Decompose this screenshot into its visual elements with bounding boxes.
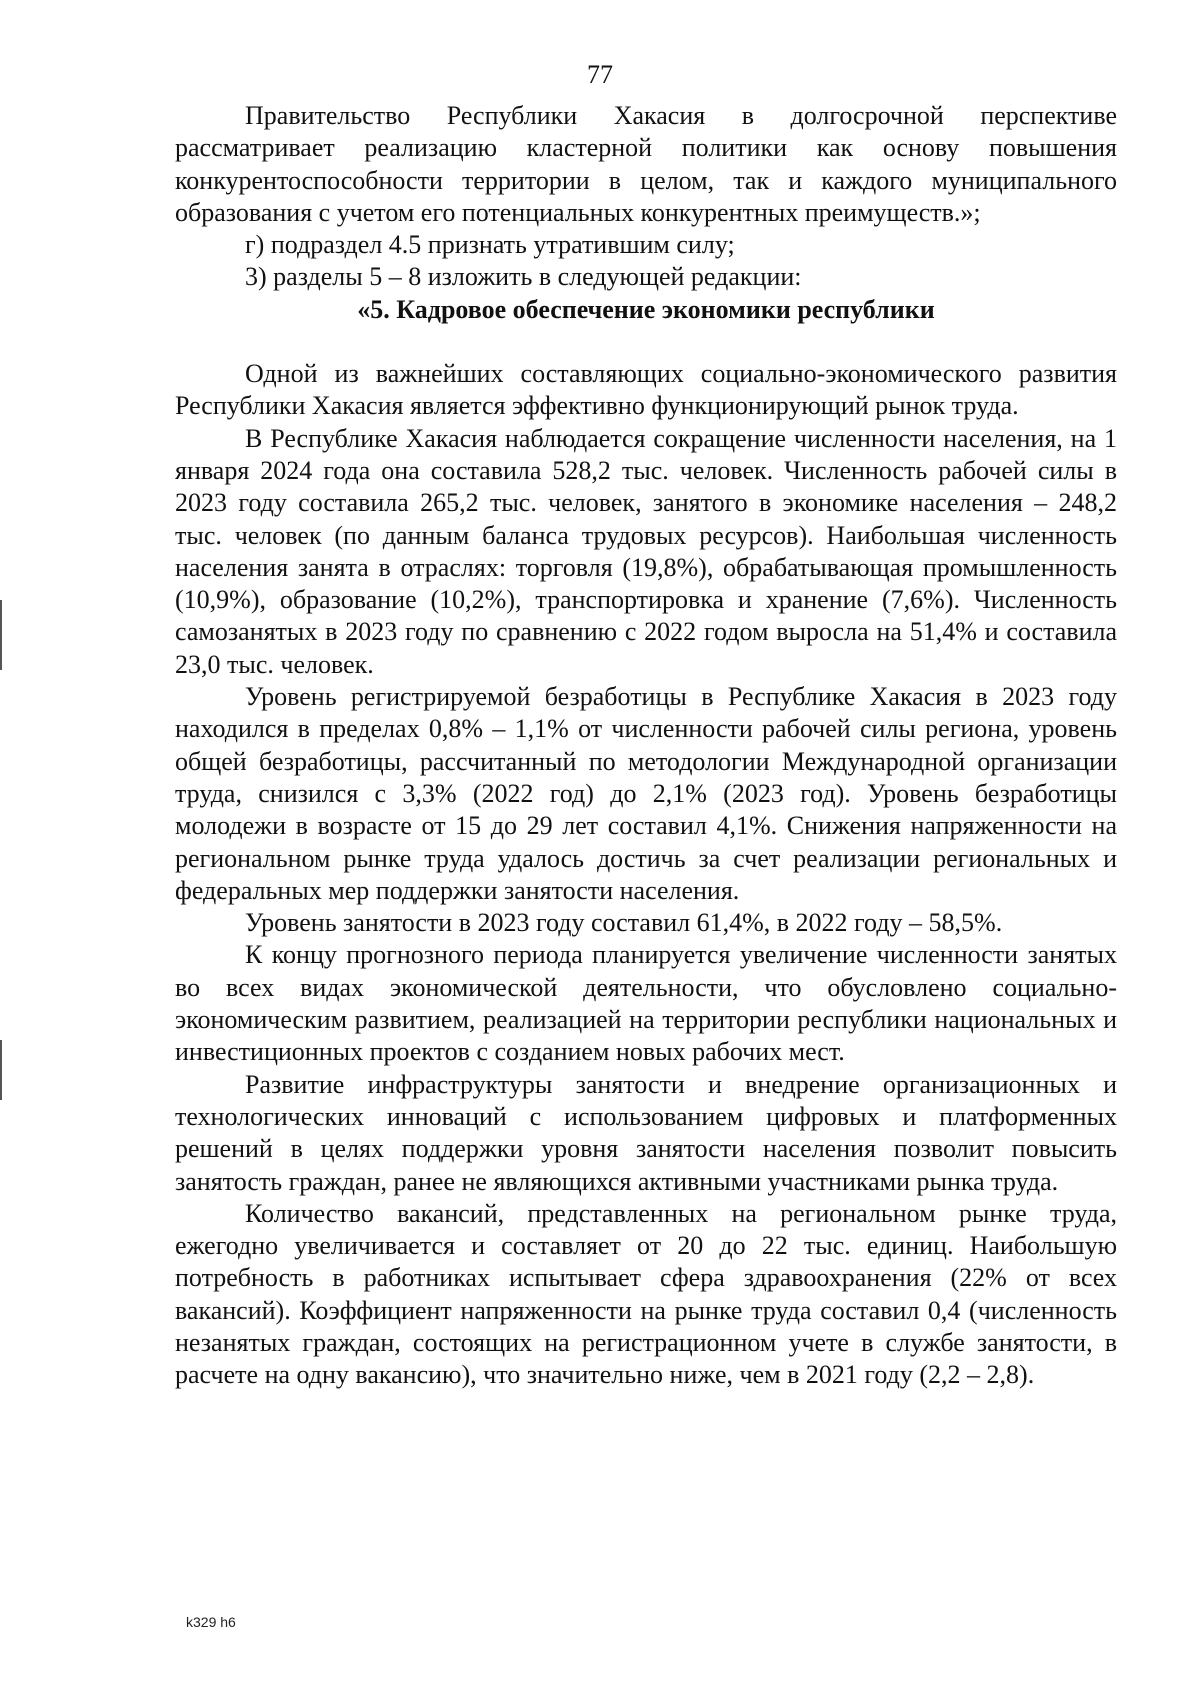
scan-edge-mark: [0, 1040, 2, 1100]
list-item: 3) разделы 5 – 8 изложить в следующей редакции:: [245, 262, 802, 292]
paragraph: Правительство Республики Хакасия в долгосрочной перспективе рассматривает реализацию кластерной политики как основу повышения конкурентоспособности территории в целом, так и каждого муниципального образования с учетом его потенциальных конкурентных преимуществ.»;: [175, 101, 1117, 227]
paragraph: В Республике Хакасия наблюдается сокращение численности населения, на 1 января 2024 года она составила 528,2 тыс. человек. Численность рабочей силы в 2023 году составила 265,2 тыс. человек, занятого в экономике населения – 248,2 тыс. человек (по данным баланса трудовых ресурсов). Наибольшая численность населения занята в отраслях: торговля (19,8%), обрабатывающая промышленность (10,9%), образование (10,2%), транспортировка и хранение (7,6%). Численность самозанятых в 2023 году по сравнению с 2022 годом выросла на 51,4% и составила 23,0 тыс. человек.: [175, 423, 1117, 679]
document-code: k329 h6: [186, 1614, 236, 1630]
paragraph: Развитие инфраструктуры занятости и внедрение организационных и технологических инноваций с использованием цифровых и платформенных решений в целях поддержки уровня занятости населения позволит повысить занятость граждан, ранее не являющихся активными участниками рынка труда.: [175, 1069, 1117, 1196]
list-item: г) подраздел 4.5 признать утратившим силу;: [245, 230, 735, 260]
paragraph: К концу прогнозного периода планируется увеличение численности занятых во всех видах экономической деятельности, что обусловлено социально-экономическим развитием, реализацией на территории республики национальных и инвестиционных проектов с созданием новых рабочих мест.: [175, 940, 1117, 1067]
paragraph: Уровень регистрируемой безработицы в Республике Хакасия в 2023 году находился в пределах 0,8% – 1,1% от численности рабочей силы региона, уровень общей безработицы, рассчитанный по методологии Международной организации труда, снизился с 3,3% (2022 год) до 2,1% (2023 год). Уровень безработицы молодежи в возрасте от 15 до 29 лет составил 4,1%. Снижения напряженности на региональном рынке труда удалось достичь за счет реализации региональных и федеральных мер поддержки занятости населения.: [175, 682, 1117, 905]
page-number: 77: [587, 60, 613, 89]
paragraph: Уровень занятости в 2023 году составил 61,4%, в 2022 году – 58,5%.: [245, 908, 1003, 938]
paragraph: Одной из важнейших составляющих социально-экономического развития Республики Хакасия является эффективно функционирующий рынок труда.: [175, 359, 1117, 421]
document-body: [175, 100, 1117, 1392]
section-heading: «5. Кадровое обеспечение экономики республики: [357, 294, 935, 324]
paragraph: Количество вакансий, представленных на региональном рынке труда, ежегодно увеличивается и составляет от 20 до 22 тыс. единиц. Наибольшую потребность в работниках испытывает сфера здравоохранения (22% от всех вакансий). Коэффициент напряженности на рынке труда составил 0,4 (численность незанятых граждан, состоящих на регистрационном учете в службе занятости, в расчете на одну вакансию), что значительно ниже, чем в 2021 году (2,2 – 2,8).: [175, 1198, 1117, 1390]
scan-edge-mark: [0, 600, 2, 670]
